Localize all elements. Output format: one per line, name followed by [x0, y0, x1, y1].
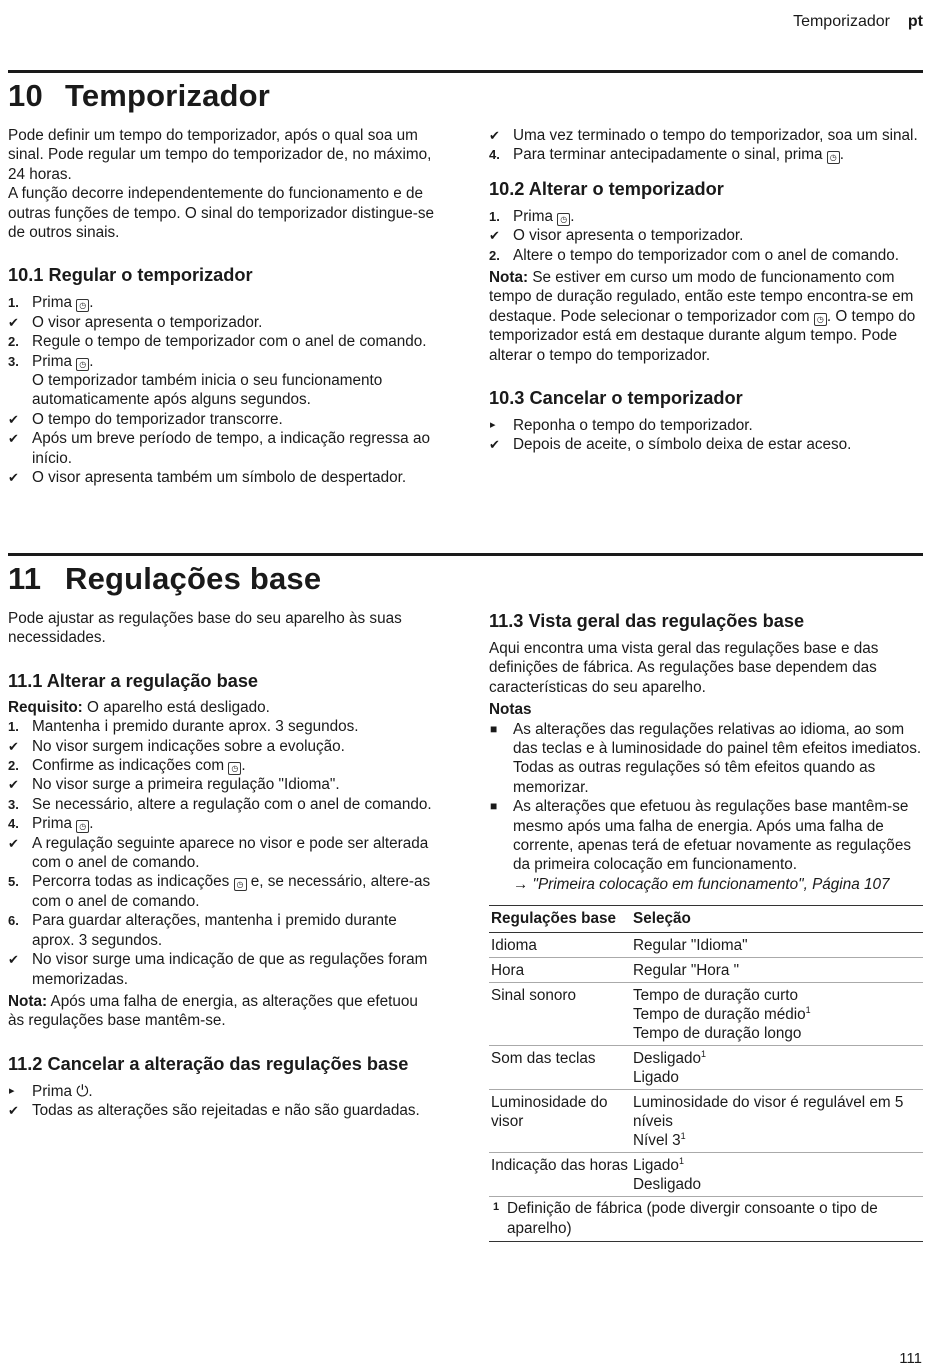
column-header: Seleção	[631, 906, 923, 933]
power-icon: ⏻	[76, 1082, 89, 1100]
intro-paragraph: Pode definir um tempo do temporizador, após o qual soa um sinal. Pode regular um tempo do temporizador de, no máximo, 24 horas.	[8, 127, 432, 183]
hold-key-icon: ⅰ	[104, 718, 109, 736]
table-footnote: 1 Definição de fábrica (pode divergir consoante o tipo de aparelho)	[489, 1197, 923, 1242]
setting-options: Tempo de duração curto Tempo de duração médio$^1$ Tempo de duração longo	[631, 983, 923, 1046]
intro-paragraph: Pode ajustar as regulações base do seu aparelho às suas necessidades.	[8, 610, 402, 647]
check-icon: ✔	[8, 470, 19, 486]
instruction-step: 1. Mantenha ⅰ premido durante aprox. 3 segundos.	[8, 718, 359, 736]
result-step: ✔ O visor apresenta o temporizador.	[8, 313, 263, 331]
square-bullet-icon: ■	[490, 721, 498, 736]
action-step: ▸ Reponha o tempo do temporizador.	[490, 417, 753, 435]
check-icon: ✔	[489, 228, 500, 244]
footnote-mark: 1	[805, 1005, 811, 1016]
check-icon: ✔	[489, 128, 500, 143]
result-step: ✔ Uma vez terminado o tempo do temporizador, soa um sinal.	[489, 127, 918, 144]
table-header-row	[489, 906, 923, 933]
timer-key-icon: ◷	[814, 313, 827, 326]
hold-key-icon: ⅰ	[276, 912, 282, 930]
page-number: 111	[899, 1350, 922, 1367]
arrow-bullet-icon: ▸	[9, 1084, 15, 1097]
setting-name: Idioma	[489, 933, 631, 958]
table-row	[489, 1090, 923, 1153]
setting-name: Indicação das horas	[489, 1153, 631, 1197]
result-step: ✔ A regulação seguinte aparece no visor e pode ser alterada com o anel de comando.	[8, 834, 429, 872]
instruction-step: 6. Para guardar alterações, mantenha ⅰ premido durante aprox. 3 segundos.	[8, 912, 397, 949]
subsection-heading: 10.1 Regular o temporizador	[8, 265, 253, 286]
instruction-step: 1. Prima ◷ .	[8, 294, 94, 312]
section-10-left-column	[8, 126, 438, 488]
table-row	[489, 1046, 923, 1090]
instruction-step: 2. Confirme as indicações com ◷ .	[8, 757, 246, 775]
timer-key-icon: ◷	[557, 213, 570, 226]
column-header: Regulações base	[489, 906, 631, 933]
section-10-heading: 10 Temporizador	[8, 78, 271, 113]
setting-options: Luminosidade do visor é regulável em 5 níveis Nível $3^1$	[631, 1090, 923, 1153]
result-step: ✔ O visor apresenta também um símbolo de despertador.	[8, 469, 407, 487]
setting-name: Hora	[489, 958, 631, 983]
check-icon: ✔	[8, 431, 19, 447]
subsection-heading: 11.3 Vista geral das regulações base	[489, 611, 805, 631]
result-step: ✔ Depois de aceite, o símbolo deixa de estar aceso.	[489, 436, 852, 454]
check-icon: ✔	[489, 437, 500, 453]
result-step: ✔ O tempo do temporizador transcorre.	[8, 410, 283, 428]
section-rule	[8, 70, 923, 73]
arrow-bullet-icon: ▸	[490, 419, 496, 432]
instruction-step: 2. Regule o tempo de temporizador com o anel de comando.	[8, 333, 427, 351]
action-step: ▸ Prima ⏻.	[9, 1082, 93, 1100]
setting-options: Ligado$^1$ Desligado	[631, 1153, 923, 1197]
instruction-step: 5. Percorra todas as indicações ◷ e, se necessário, altere-as com o anel de comando.	[8, 873, 431, 910]
subsection-heading: 10.3 Cancelar o temporizador	[489, 388, 743, 409]
table-row	[489, 983, 923, 1046]
check-icon: ✔	[8, 314, 19, 330]
section-10-right-column	[489, 126, 919, 455]
result-step: ✔ No visor surge uma indicação de que as regulações foram memorizadas.	[8, 951, 428, 988]
timer-key-icon: ◷	[76, 299, 89, 312]
notes-heading: Notas	[489, 701, 532, 719]
table-row	[489, 933, 923, 958]
subsection-heading: 10.2 Alterar o temporizador	[489, 178, 724, 199]
result-step: ✔ O visor apresenta o temporizador.	[489, 227, 744, 245]
subsection-heading: 11.2 Cancelar a alteração das regulações base	[8, 1053, 409, 1074]
instruction-step: 1. Prima ◷ .	[489, 207, 575, 225]
instruction-step: 4. Prima ◷ .	[8, 815, 94, 833]
intro-paragraph: Aqui encontra uma vista geral das regulações base e das definições de fábrica. As regulações base dependem das características do seu aparelho.	[489, 640, 879, 696]
setting-options: Desligado$^1$ Ligado	[631, 1046, 923, 1090]
instruction-step: 4. Para terminar antecipadamente o sinal, prima ◷ .	[489, 146, 844, 164]
result-step: ✔ Após um breve período de tempo, a indicação regressa ao início.	[8, 430, 430, 467]
check-icon: ✔	[8, 952, 19, 968]
note-bullet: ■ As alterações que efetuou às regulações base mantêm-se mesmo após uma falha de energia. Após uma falha de corrente, apenas terá de efetuar novamente as regulações da primeira colocação em funcionamento.	[490, 798, 911, 874]
cross-reference[interactable]: → "Primeira colocação em funcionamento", Página 107	[513, 875, 890, 893]
table-row	[489, 1153, 923, 1197]
note-paragraph: Nota: Após uma falha de energia, as alterações que efetuou às regulações base mantêm-se.	[8, 992, 418, 1030]
check-icon: ✔	[8, 411, 19, 427]
section-rule	[8, 553, 923, 556]
square-bullet-icon: ■	[490, 799, 498, 814]
setting-name: Som das teclas	[489, 1046, 631, 1090]
section-11-right-column	[489, 610, 923, 1242]
instruction-step: 3. Prima ◷ .	[8, 352, 94, 370]
check-icon: ✔	[8, 777, 19, 793]
timer-key-icon: ◷	[228, 762, 241, 775]
settings-table	[489, 905, 923, 1197]
requirement: Requisito: O aparelho está desligado.	[8, 698, 270, 716]
intro-paragraph: A função decorre independentemente do funcionamento e de outras funções de tempo. O sinal do temporizador distingue-se de outros sinais.	[8, 185, 434, 242]
result-step: ✔ Todas as alterações são rejeitadas e não são guardadas.	[8, 1102, 420, 1120]
result-step: ✔ No visor surge a primeira regulação "Idioma".	[8, 776, 340, 794]
step-note: O temporizador também inicia o seu funcionamento automaticamente após alguns segundos.	[32, 372, 383, 409]
setting-options: Regular "Hora "	[631, 958, 923, 983]
note-bullet: ■ As alterações das regulações relativas ao idioma, ao som das teclas e à luminosidade do painel têm efeitos imediatos. Todas as outras regulações só têm efeitos quando as memorizar.	[490, 720, 922, 796]
timer-key-icon: ◷	[234, 878, 247, 891]
language-code: pt	[907, 13, 923, 30]
check-icon: ✔	[8, 738, 19, 754]
timer-key-icon: ◷	[76, 358, 89, 371]
instruction-step: 3. Se necessário, altere a regulação com o anel de comando.	[8, 795, 432, 813]
setting-options: Regular "Idioma"	[631, 933, 923, 958]
section-11-left-column	[8, 609, 438, 1121]
timer-key-icon: ◷	[76, 820, 89, 833]
table-row	[489, 958, 923, 983]
instruction-step: 2. Altere o tempo do temporizador com o anel de comando.	[489, 246, 900, 264]
result-step: ✔ No visor surgem indicações sobre a evolução.	[8, 737, 345, 755]
footnote-mark: 1	[701, 1049, 707, 1060]
setting-name: Luminosidade do visor	[489, 1090, 631, 1153]
footnote-mark: 1	[678, 1156, 684, 1167]
check-icon: ✔	[8, 835, 19, 851]
subsection-heading: 11.1 Alterar a regulação base	[8, 670, 259, 691]
note-paragraph: Nota: Se estiver em curso um modo de funcionamento com tempo de duração regulado, então este tempo encontra-se em destaque. Pode selecionar o temporizador com ◷ . O tempo do temporizador está em destaque durante algum tempo. Pode alterar o tempo do temporizador.	[489, 269, 916, 364]
section-11-heading: 11 Regulações base	[8, 561, 322, 596]
setting-name: Sinal sonoro	[489, 983, 631, 1046]
running-header-title: Temporizador	[793, 13, 890, 30]
timer-key-icon: ◷	[827, 151, 840, 164]
check-icon: ✔	[8, 1103, 19, 1119]
footnote-mark: 1	[680, 1131, 686, 1142]
